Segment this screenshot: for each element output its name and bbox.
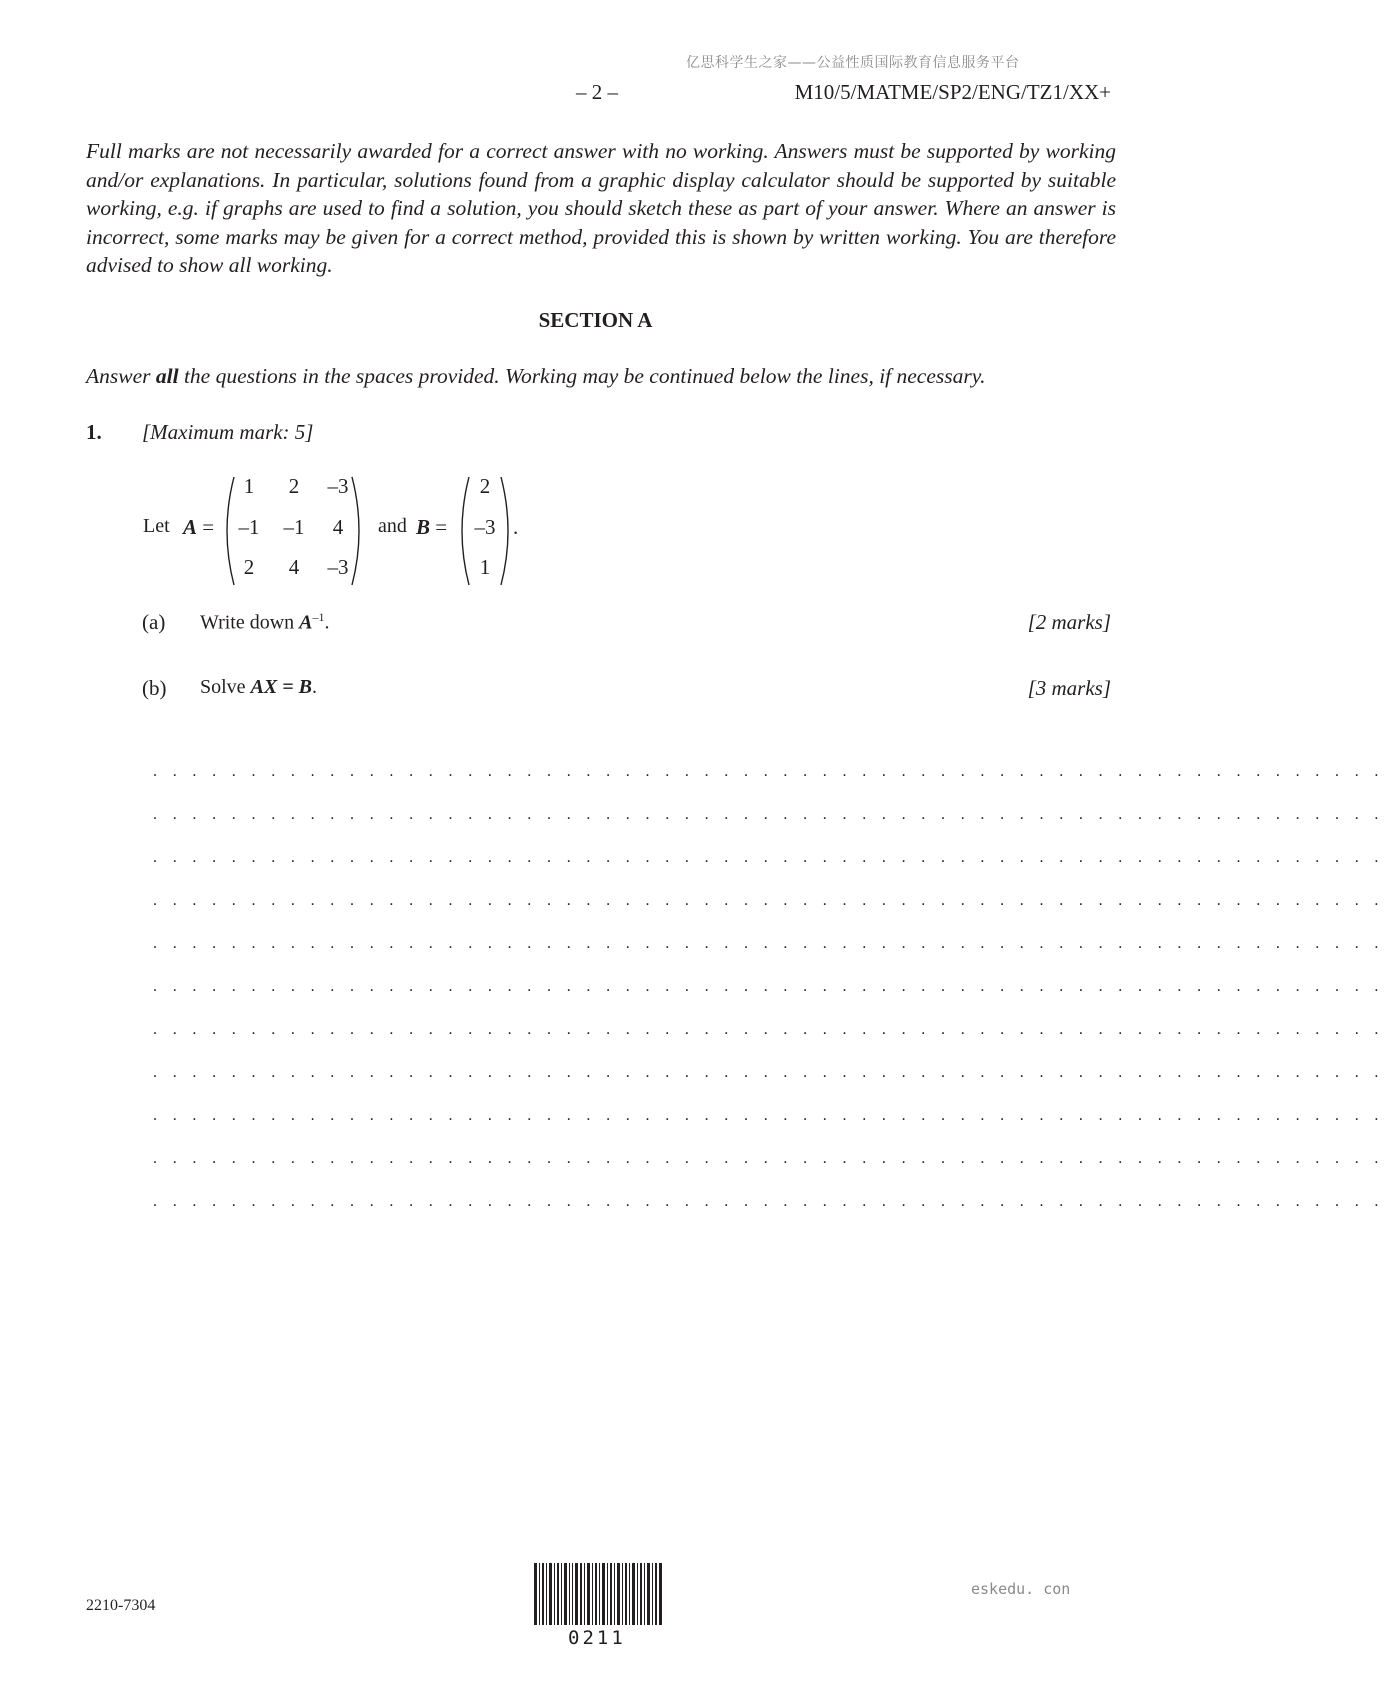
matrix-a-cell: –3 <box>327 474 349 498</box>
site-watermark: eskedu. con <box>971 1580 1071 1598</box>
part-b-marks: [3 marks] <box>1027 676 1111 700</box>
part-b-math: AX = B <box>250 676 312 698</box>
answer-line[interactable]: . . . . . . . . . . . . . . . . . . . . . . . . . . . . . . . . . . . . . . . . . . . . . . . . . . . . . . . . . . . . . . . <box>153 849 1384 866</box>
instructions-paragraph: Full marks are not necessarily awarded for a correct answer with no working. Answers must be supported by working and/or explanations. In particular, solutions found from a graphic display calculator should be supported by suitable working, e.g. if graphs are used to find a solution, you should sketch these as part of your answer. Where an answer is incorrect, some marks may be given for a correct method, provided this is shown by written working. You are therefore advised to show all working. <box>86 139 1116 278</box>
answer-line[interactable]: . . . . . . . . . . . . . . . . . . . . . . . . . . . . . . . . . . . . . . . . . . . . . . . . . . . . . . . . . . . . . . . <box>153 1021 1384 1038</box>
part-a-superscript: –1 <box>312 610 325 624</box>
answer-instruction <box>86 364 985 389</box>
part-a-end: . <box>324 611 330 634</box>
exam-code: 2210-7304 <box>86 1597 156 1614</box>
matrix-b-symbol: B <box>416 515 431 539</box>
matrix-a-cell: –3 <box>327 555 349 579</box>
matrix-a-equals: = <box>202 515 215 539</box>
part-b-text <box>200 676 317 699</box>
question-number: 1. <box>86 420 102 444</box>
matrix-b <box>459 474 511 588</box>
part-b-label: (b) <box>142 676 167 700</box>
matrix-a-cell: 1 <box>243 474 255 498</box>
part-a-math: A <box>299 611 313 634</box>
matrix-a-cell: 2 <box>288 474 300 498</box>
answer-line[interactable]: . . . . . . . . . . . . . . . . . . . . . . . . . . . . . . . . . . . . . . . . . . . . . . . . . . . . . . . . . . . . . . . <box>153 806 1384 823</box>
part-a-marks: [2 marks] <box>1027 610 1111 634</box>
answer-line[interactable]: . . . . . . . . . . . . . . . . . . . . . . . . . . . . . . . . . . . . . . . . . . . . . . . . . . . . . . . . . . . . . . . <box>153 892 1384 909</box>
answer-line[interactable]: . . . . . . . . . . . . . . . . . . . . . . . . . . . . . . . . . . . . . . . . . . . . . . . . . . . . . . . . . . . . . . . <box>153 1150 1384 1167</box>
part-b-end: . <box>311 676 317 698</box>
matrix-b-cell: 2 <box>479 474 491 498</box>
answer-instruction-after: the questions in the spaces provided. Working may be continued below the lines, if necessary. <box>178 364 986 388</box>
watermark-text: 亿思科学生之家——公益性质国际教育信息服务平台 <box>686 55 1020 71</box>
matrix-b-cell: 1 <box>479 555 491 579</box>
barcode-image <box>534 1563 662 1630</box>
part-b-instruction: Solve <box>200 676 246 698</box>
matrix-b-equals: = <box>435 515 448 539</box>
and-text: and <box>378 515 407 537</box>
answer-line[interactable]: . . . . . . . . . . . . . . . . . . . . . . . . . . . . . . . . . . . . . . . . . . . . . . . . . . . . . . . . . . . . . . . <box>153 978 1384 995</box>
part-a-label: (a) <box>142 610 166 634</box>
barcode-number: 0211 <box>568 1627 626 1649</box>
let-text: Let <box>143 515 170 537</box>
matrix-a <box>222 474 364 588</box>
answer-instruction-before: Answer <box>86 364 156 388</box>
matrix-a-symbol: A <box>183 515 198 539</box>
part-a-instruction: Write down <box>200 611 295 634</box>
max-mark: [Maximum mark: 5] <box>142 420 314 444</box>
barcode-icon <box>534 1563 662 1625</box>
matrix-a-cell: 4 <box>332 515 344 539</box>
answer-line[interactable]: . . . . . . . . . . . . . . . . . . . . . . . . . . . . . . . . . . . . . . . . . . . . . . . . . . . . . . . . . . . . . . . <box>153 935 1384 952</box>
answer-line[interactable]: . . . . . . . . . . . . . . . . . . . . . . . . . . . . . . . . . . . . . . . . . . . . . . . . . . . . . . . . . . . . . . . <box>153 1193 1384 1210</box>
matrix-a-label <box>183 515 214 540</box>
answer-line[interactable]: . . . . . . . . . . . . . . . . . . . . . . . . . . . . . . . . . . . . . . . . . . . . . . . . . . . . . . . . . . . . . . . <box>153 763 1384 780</box>
matrix-b-label <box>416 515 447 540</box>
matrix-a-cell: 2 <box>243 555 255 579</box>
section-title: SECTION A <box>538 308 653 332</box>
answer-instruction-bold: all <box>155 364 179 388</box>
matrix-a-cell: –1 <box>283 515 305 539</box>
answer-line[interactable]: . . . . . . . . . . . . . . . . . . . . . . . . . . . . . . . . . . . . . . . . . . . . . . . . . . . . . . . . . . . . . . . <box>153 1064 1384 1081</box>
paper-code: M10/5/MATME/SP2/ENG/TZ1/XX+ <box>794 80 1111 104</box>
page-number: – 2 – <box>576 80 618 104</box>
part-a-text <box>200 610 330 635</box>
matrix-a-cell: –1 <box>238 515 260 539</box>
matrix-b-cell: –3 <box>474 515 496 539</box>
answer-line[interactable]: . . . . . . . . . . . . . . . . . . . . . . . . . . . . . . . . . . . . . . . . . . . . . . . . . . . . . . . . . . . . . . . <box>153 1107 1384 1124</box>
matrix-period: . <box>513 515 519 539</box>
matrix-a-cell: 4 <box>288 555 300 579</box>
